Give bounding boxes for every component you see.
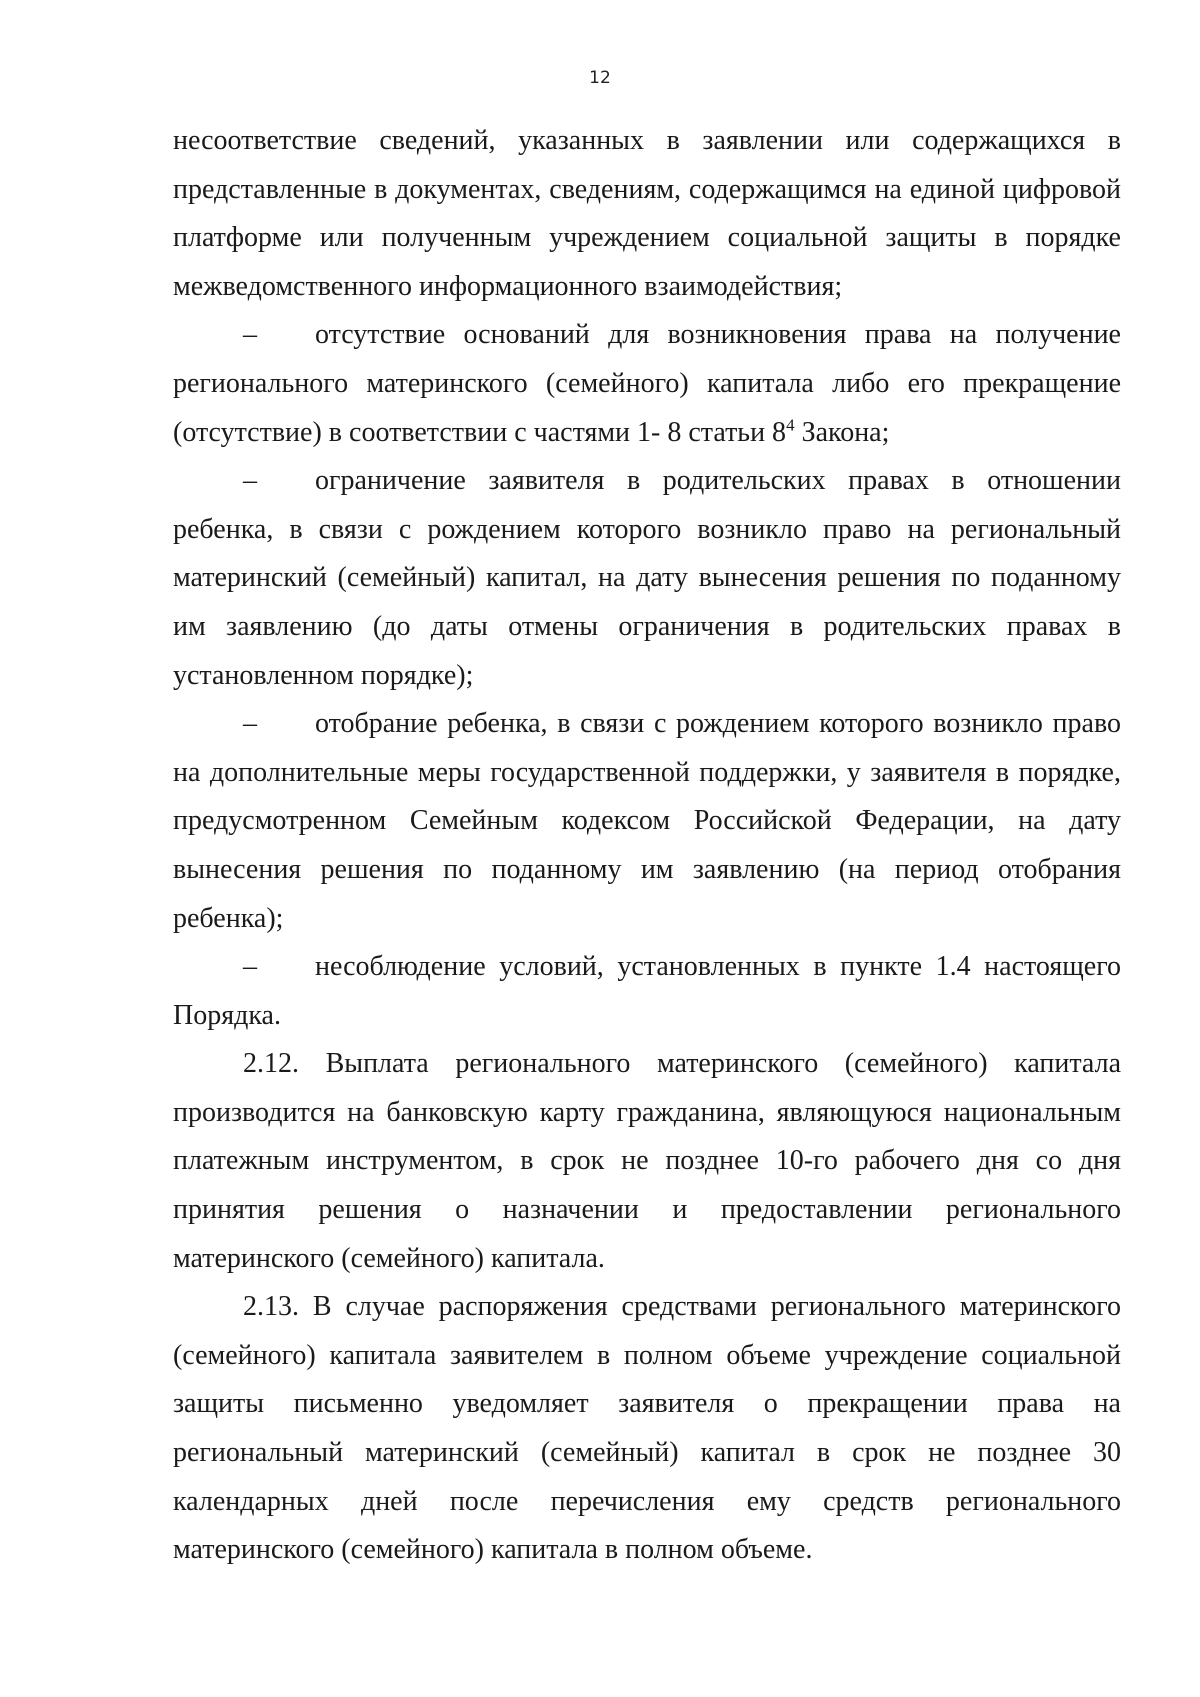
list-item-text: отсутствие оснований для возникновения права на получение регионального материнского (семейного) капитала либо его прекращение (отсутствие) в соответствии с частями 1- 8 статьи 8 [173,319,1121,448]
paragraph-2-13: 2.13. В случае распоряжения средствами регионального материнского (семейного) капитала заявителем в полном объеме учреждение социальной защиты письменно уведомляет заявителя о прекращении права на региональный материнский (семейный) капитал в срок не позднее 30 календарных дней после перечисления ему средств регионального материнского (семейного) капитала в полном объеме. [173,1291,1121,1566]
superscript: 4 [786,415,795,435]
paragraph-continuation: несоответствие сведений, указанных в заявлении или содержащихся в представленные в документах, сведениям, содержащимся на единой цифровой платформе или полученным учреждением социальной защиты в порядке межведомственного информационного взаимодействия; [173,125,1121,302]
document-body [173,117,1121,1575]
list-dash: – [243,708,257,740]
list-item-restriction-of-rights [173,457,1121,700]
list-dash: – [243,319,257,351]
list-item-noncompliance [173,943,1121,1040]
paragraph-2-12: 2.12. Выплата регионального материнского (семейного) капитала производится на банковскую карту гражданина, являющуюся национальным платежным инструментом, в срок не позднее 10-го рабочего дня со дня принятия решения о назначении и предоставлении регионального материнского (семейного) капитала. [173,1048,1121,1274]
list-dash: – [243,465,257,497]
list-item-text: несоблюдение условий, установленных в пункте 1.4 настоящего Порядка. [173,951,1121,1031]
list-dash: – [243,951,257,983]
list-item-text-tail: Закона; [794,416,890,448]
page-number: 12 [589,68,611,88]
list-item-child-removal [173,700,1121,943]
list-item-text: отобрание ребенка, в связи с рождением которого возникло право на дополнительные меры государственной поддержки, у заявителя в порядке, предусмотренном Семейным кодексом Российской Федерации, на дату вынесения решения по поданному им заявлению (на период отобрания ребенка); [173,708,1121,934]
list-item-absence-of-grounds [173,311,1121,457]
list-item-text: ограничение заявителя в родительских правах в отношении ребенка, в связи с рождением которого возникло право на региональный материнский (семейный) капитал, на дату вынесения решения по поданному им заявлению (до даты отмены ограничения в родительских правах в установленном порядке); [173,465,1121,691]
